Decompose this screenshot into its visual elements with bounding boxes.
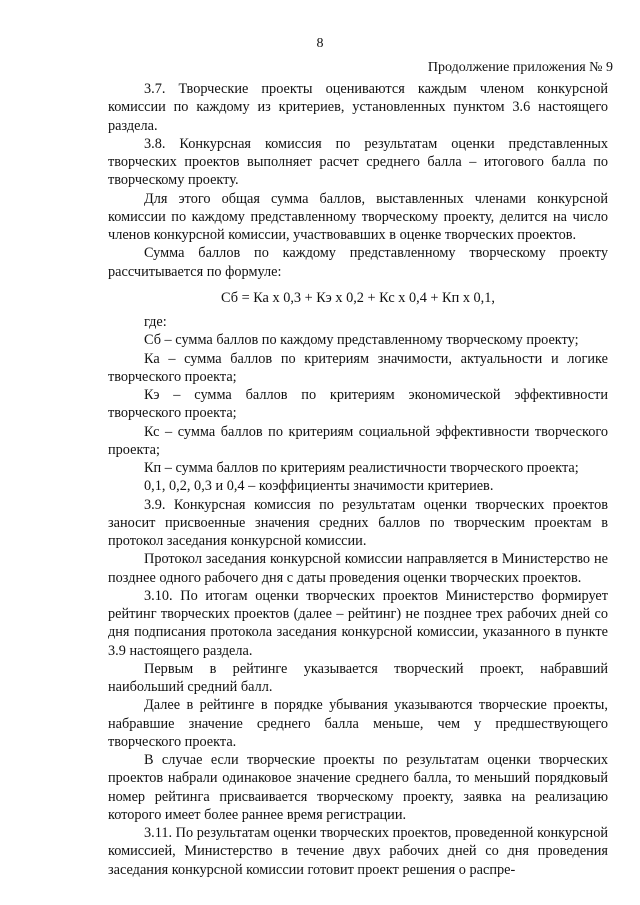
scoring-formula: Сб = Ка х 0,3 + Кэ х 0,2 + Кс х 0,4 + Кп х 0,1,	[221, 289, 495, 306]
paragraph-sum-calculation: Для этого общая сумма баллов, выставленных членами конкурсной комиссии по каждому представленному творческому проекту, делится на число членов конкурсной комиссии, участвовавших в оценке творческих проектов.	[108, 190, 608, 243]
paragraph-3-11: 3.11. По результатам оценки творческих проектов, проведенной конкурсной комиссией, Министерство в течение двух рабочих дней со дня проведения заседания конкурсной комиссии готовит проект решения о распре-	[108, 825, 608, 878]
paragraph-rating-order: Далее в рейтинге в порядке убывания указываются творческие проекты, набравшие значение среднего балла меньше, чем у предшествующего творческого проекта.	[108, 697, 608, 750]
paragraph-3-9: 3.9. Конкурсная комиссия по результатам оценки творческих проектов заносит присвоенные значения средних баллов по творческим проектам в протокол заседания конкурсной комиссии.	[108, 496, 608, 549]
definition-sb: Сб – сумма баллов по каждому представленному творческому проекту;	[144, 332, 579, 349]
page-number: 8	[316, 36, 324, 51]
formula-where-label: где:	[144, 314, 167, 330]
definition-ka: Ка – сумма баллов по критериям значимости, актуальности и логике творческого проекта;	[108, 350, 608, 385]
paragraph-protocol: Протокол заседания конкурсной комиссии направляется в Министерство не позднее одного рабочего дня с даты проведения оценки творческих проектов.	[108, 551, 608, 586]
paragraph-formula-intro: Сумма баллов по каждому представленному творческому проекту рассчитывается по формуле:	[108, 245, 608, 280]
paragraph-3-8: 3.8. Конкурсная комиссия по результатам оценки представленных творческих проектов выполняет расчет среднего балла – итогового балла по творческому проекту.	[108, 135, 608, 189]
document-body	[108, 80, 608, 879]
definition-ks: Кс – сумма баллов по критериям социальной эффективности творческого проекта;	[108, 423, 608, 458]
definition-ke: Кэ – сумма баллов по критериям экономической эффективности творческого проекта;	[108, 387, 608, 422]
appendix-continuation-label: Продолжение приложения № 9	[427, 60, 613, 75]
paragraph-rating-first: Первым в рейтинге указывается творческий проект, набравший наибольший средний балл.	[108, 660, 608, 695]
definition-coefficients: 0,1, 0,2, 0,3 и 0,4 – коэффициенты значимости критериев.	[144, 478, 494, 495]
paragraph-3-10: 3.10. По итогам оценки творческих проектов Министерство формирует рейтинг творческих проектов (далее – рейтинг) не позднее трех рабочих дней со дня подписания протокола заседания конкурсной комиссии, указанного в пункте 3.9 настоящего раздела.	[108, 587, 608, 659]
paragraph-3-7: 3.7. Творческие проекты оцениваются каждым членом конкурсной комиссии по каждому из критериев, установленных пунктом 3.6 настоящего раздела.	[108, 81, 608, 134]
definition-kp: Кп – сумма баллов по критериям реалистичности творческого проекта;	[144, 460, 579, 476]
paragraph-rating-tie: В случае если творческие проекты по результатам оценки творческих проектов набрали одинаковое значение среднего балла, то меньший порядковый номер рейтинга присваивается творческому проекту, заявка на реализацию которого имеет более раннее время регистрации.	[108, 752, 608, 823]
